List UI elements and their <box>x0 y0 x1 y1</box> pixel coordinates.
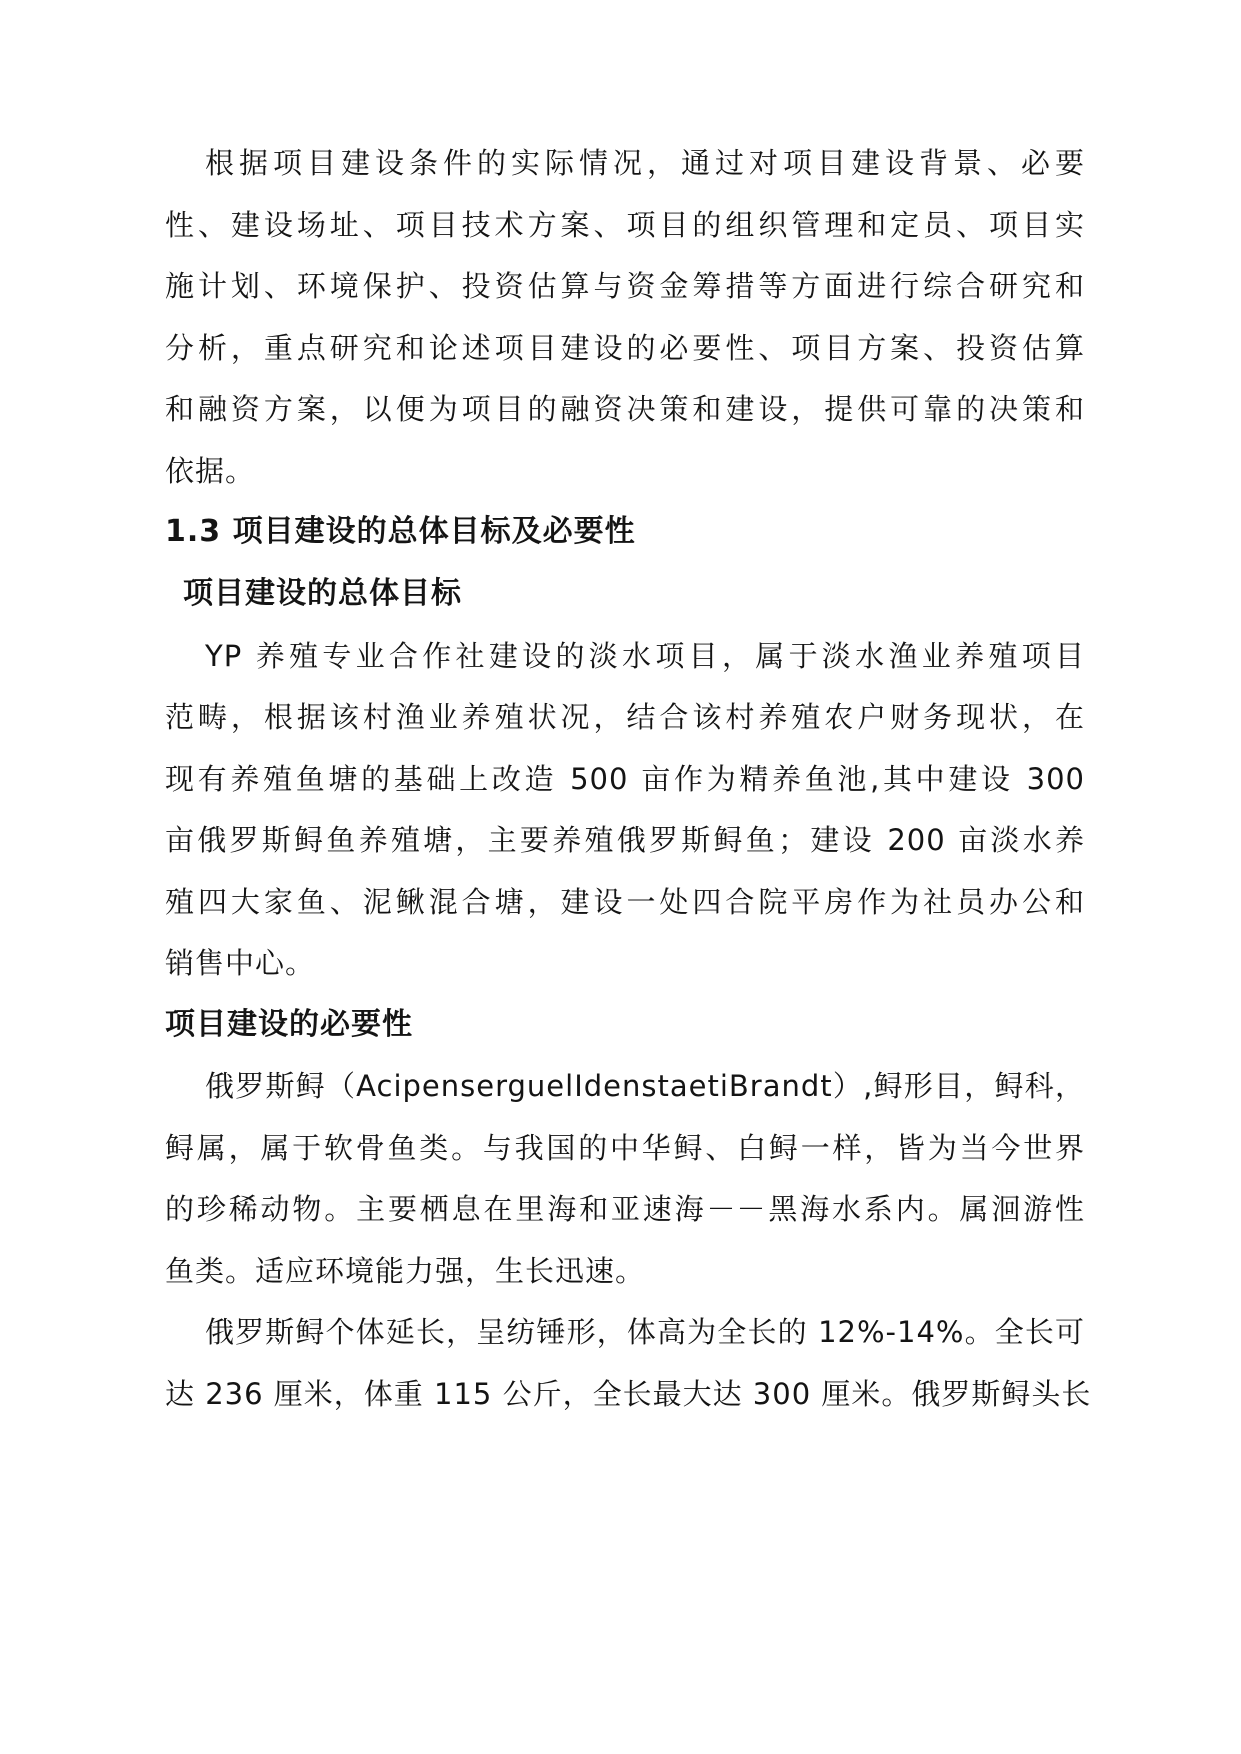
paragraph-line: 俄罗斯鲟个体延长，呈纺锤形，体高为全长的 12%-14%。全长可 <box>205 1315 1085 1349</box>
paragraph-line: 俄罗斯鲟（AcipenserguelIdenstaetiBrandt）,鲟形目，鲟科， <box>205 1069 1085 1103</box>
paragraph-line: 依据。 <box>165 454 256 488</box>
paragraph-line: 性、建设场址、项目技术方案、项目的组织管理和定员、项目实 <box>165 208 1085 242</box>
paragraph-line: 鱼类。适应环境能力强，生长迅速。 <box>165 1254 646 1288</box>
section-heading: 1.3 项目建设的总体目标及必要性 <box>165 514 636 549</box>
paragraph-line: YP 养殖专业合作社建设的淡水项目，属于淡水渔业养殖项目 <box>205 639 1085 673</box>
paragraph-line: 和融资方案，以便为项目的融资决策和建设，提供可靠的决策和 <box>165 392 1085 426</box>
paragraph-line: 达 236 厘米，体重 115 公斤，全长最大达 300 厘米。俄罗斯鲟头长 <box>165 1377 1092 1411</box>
paragraph-line: 亩俄罗斯鲟鱼养殖塘，主要养殖俄罗斯鲟鱼；建设 200 亩淡水养 <box>165 823 1085 857</box>
paragraph-line: 施计划、环境保护、投资估算与资金筹措等方面进行综合研究和 <box>165 269 1085 303</box>
subheading-necessity: 项目建设的必要性 <box>165 1007 413 1042</box>
paragraph-line: 分析，重点研究和论述项目建设的必要性、项目方案、投资估算 <box>165 331 1085 365</box>
paragraph-line: 鲟属，属于软骨鱼类。与我国的中华鲟、白鲟一样，皆为当今世界 <box>165 1131 1085 1165</box>
paragraph-line: 的珍稀动物。主要栖息在里海和亚速海－－黑海水系内。属洄游性 <box>165 1192 1085 1226</box>
paragraph-line: 根据项目建设条件的实际情况，通过对项目建设背景、必要 <box>205 146 1085 180</box>
paragraph-line: 销售中心。 <box>165 946 316 980</box>
paragraph-line: 现有养殖鱼塘的基础上改造 500 亩作为精养鱼池,其中建设 300 <box>165 762 1085 796</box>
subheading-goal: 项目建设的总体目标 <box>183 576 462 611</box>
paragraph-line: 范畴，根据该村渔业养殖状况，结合该村养殖农户财务现状，在 <box>165 700 1085 734</box>
paragraph-line: 殖四大家鱼、泥鳅混合塘，建设一处四合院平房作为社员办公和 <box>165 885 1085 919</box>
